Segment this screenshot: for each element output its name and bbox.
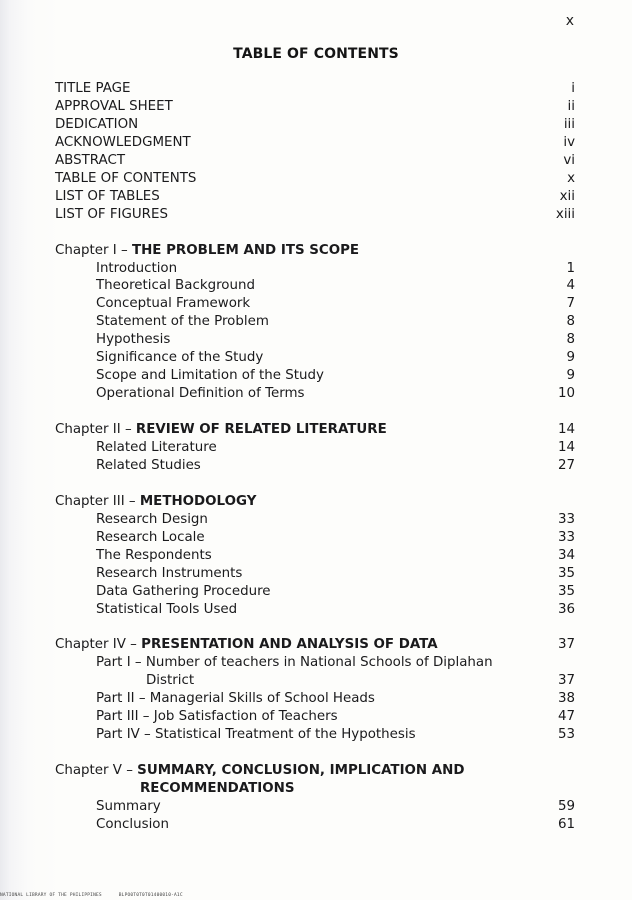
toc-section-page: 34 bbox=[557, 547, 575, 563]
chapter-heading bbox=[55, 493, 575, 511]
toc-section-label: Introduction bbox=[96, 260, 178, 276]
chapter-title: METHODOLOGY bbox=[139, 493, 257, 509]
toc-section-label: Significance of the Study bbox=[96, 350, 264, 366]
toc-entry bbox=[55, 170, 575, 188]
chapter-title: PRESENTATION AND ANALYSIS OF DATA bbox=[141, 637, 438, 653]
toc-section bbox=[96, 331, 575, 349]
toc-section-page: 33 bbox=[557, 511, 575, 527]
chapter-heading-label bbox=[55, 762, 465, 780]
toc-section bbox=[96, 277, 575, 295]
toc-section-page: 1 bbox=[566, 260, 575, 276]
footer-library: NATIONAL LIBRARY OF THE PHILIPPINES bbox=[0, 893, 102, 898]
toc-section bbox=[96, 798, 575, 816]
toc-section-label: Research Instruments bbox=[96, 565, 243, 581]
toc-section-page: 8 bbox=[566, 314, 575, 330]
chapter-title: SUMMARY, CONCLUSION, IMPLICATION AND bbox=[137, 763, 465, 779]
toc-section bbox=[96, 816, 575, 834]
scan-footer bbox=[0, 893, 197, 898]
chapter-title-continuation-text: RECOMMENDATIONS bbox=[140, 781, 295, 797]
toc-entry-page: xiii bbox=[555, 206, 575, 222]
chapter-title: THE PROBLEM AND ITS SCOPE bbox=[131, 242, 360, 258]
toc-section-label: Scope and Limitation of the Study bbox=[96, 368, 324, 384]
toc-section-label: Conclusion bbox=[96, 816, 169, 832]
toc-entry-page: vi bbox=[563, 152, 575, 168]
toc-section-page: 59 bbox=[557, 799, 575, 814]
toc-section-page: 47 bbox=[557, 709, 575, 725]
toc-entry-page: xii bbox=[559, 188, 575, 204]
toc-section bbox=[96, 439, 575, 457]
chapter-heading-page: 14 bbox=[557, 422, 575, 438]
toc-entry-label: LIST OF FIGURES bbox=[55, 206, 168, 222]
toc-section-page: 35 bbox=[557, 565, 575, 581]
chapter-title: REVIEW OF RELATED LITERATURE bbox=[135, 422, 387, 438]
toc-entry bbox=[55, 134, 575, 152]
chapter-heading bbox=[55, 242, 575, 260]
chapter-number: Chapter IV – bbox=[55, 637, 142, 653]
toc-section-page: 53 bbox=[557, 727, 575, 743]
toc-section-label: Data Gathering Procedure bbox=[96, 583, 271, 599]
toc-section-label: Related Studies bbox=[96, 457, 201, 473]
toc-section bbox=[96, 529, 575, 547]
toc-section-label: Part IV – Statistical Treatment of the Hypothesis bbox=[96, 727, 416, 743]
toc-section-continuation bbox=[146, 672, 575, 690]
page-title: TABLE OF CONTENTS bbox=[233, 46, 399, 62]
toc-section bbox=[96, 313, 575, 331]
toc-section-page: 4 bbox=[566, 278, 575, 294]
toc-section bbox=[96, 385, 575, 403]
toc-section-label: The Respondents bbox=[96, 547, 212, 563]
toc-section-page: 33 bbox=[557, 529, 575, 545]
chapter-heading-label bbox=[55, 493, 256, 511]
toc-section-label: Hypothesis bbox=[96, 332, 171, 348]
toc-section-page: 8 bbox=[566, 332, 575, 348]
toc-section bbox=[96, 726, 575, 744]
toc-section bbox=[96, 654, 575, 672]
toc-entry-label: TITLE PAGE bbox=[55, 81, 131, 96]
toc-section-label: Summary bbox=[96, 799, 161, 814]
toc-section-page: 61 bbox=[557, 816, 575, 832]
chapter-number: Chapter V – bbox=[55, 763, 138, 779]
toc-section-label: Research Design bbox=[96, 511, 208, 527]
footer-code: BLPO0T0T0T01400010-A1C bbox=[118, 893, 183, 898]
toc-entry-label: LIST OF TABLES bbox=[55, 188, 160, 204]
toc-section-label: Related Literature bbox=[96, 440, 217, 455]
toc-entry-page: iv bbox=[563, 134, 575, 150]
chapter-heading bbox=[55, 421, 575, 439]
toc-section bbox=[96, 457, 575, 475]
chapter-heading-label bbox=[55, 636, 438, 654]
toc-entry bbox=[55, 188, 575, 206]
page-number: x bbox=[565, 13, 574, 29]
toc-section bbox=[96, 583, 575, 601]
chapter-heading-page: 37 bbox=[557, 637, 575, 653]
toc-entry-page: iii bbox=[563, 116, 575, 132]
toc-entry-page: x bbox=[567, 170, 575, 186]
chapter-heading bbox=[55, 762, 575, 780]
toc-section-page: 10 bbox=[557, 386, 575, 402]
toc-entry bbox=[55, 116, 575, 134]
chapter-heading bbox=[55, 636, 575, 654]
toc-entry-label: DEDICATION bbox=[55, 116, 139, 132]
toc-section-page: 36 bbox=[557, 601, 575, 617]
chapter-heading-label bbox=[55, 242, 359, 260]
toc-section-page: 14 bbox=[557, 440, 575, 455]
toc-entry bbox=[55, 152, 575, 170]
toc-section bbox=[96, 511, 575, 529]
toc-section bbox=[96, 601, 575, 619]
toc-entry bbox=[55, 206, 575, 224]
toc-section-label: Conceptual Framework bbox=[96, 296, 251, 312]
toc-section-page: 27 bbox=[557, 457, 575, 473]
toc-section bbox=[96, 690, 575, 708]
toc-section bbox=[96, 565, 575, 583]
chapter-number: Chapter II – bbox=[55, 422, 136, 438]
toc-section bbox=[96, 349, 575, 367]
toc-section bbox=[96, 260, 575, 278]
toc-section-label: Statement of the Problem bbox=[96, 314, 269, 330]
toc-section-page: 35 bbox=[557, 583, 575, 599]
chapter-number: Chapter I – bbox=[55, 242, 132, 258]
toc-section-continuation-page: 37 bbox=[557, 673, 575, 689]
toc-section bbox=[96, 295, 575, 313]
toc-entry bbox=[55, 98, 575, 116]
chapter-title-continuation bbox=[140, 780, 575, 798]
toc-entry bbox=[55, 80, 575, 98]
toc-section-page: 7 bbox=[566, 296, 575, 312]
toc-entry-label: APPROVAL SHEET bbox=[55, 98, 173, 114]
toc-section-label: Part I – Number of teachers in National Schools of Diplahan bbox=[96, 655, 493, 671]
toc-section-label: Part III – Job Satisfaction of Teachers bbox=[96, 709, 338, 725]
toc-section bbox=[96, 367, 575, 385]
toc-section-page: 9 bbox=[566, 350, 575, 366]
toc-section-continuation-label: District bbox=[146, 673, 195, 689]
toc-section bbox=[96, 547, 575, 565]
toc-entry-page: i bbox=[571, 81, 575, 96]
chapter-number: Chapter III – bbox=[55, 493, 140, 509]
toc-entry-label: ACKNOWLEDGMENT bbox=[55, 134, 191, 150]
toc-section-label: Research Locale bbox=[96, 529, 205, 545]
toc-section-page: 9 bbox=[566, 368, 575, 384]
toc-section-label: Theoretical Background bbox=[96, 278, 255, 294]
toc-section-label: Part II – Managerial Skills of School Heads bbox=[96, 691, 375, 707]
toc-section-label: Statistical Tools Used bbox=[96, 601, 238, 617]
toc-section-page: 38 bbox=[557, 691, 575, 707]
toc-section-label: Operational Definition of Terms bbox=[96, 386, 305, 402]
toc-entry-page: ii bbox=[567, 98, 575, 114]
toc-section bbox=[96, 708, 575, 726]
toc-entry-label: ABSTRACT bbox=[55, 152, 126, 168]
toc-entry-label: TABLE OF CONTENTS bbox=[55, 170, 197, 186]
chapter-heading-label bbox=[55, 421, 387, 439]
chapter-title-continuation-label bbox=[140, 780, 294, 798]
